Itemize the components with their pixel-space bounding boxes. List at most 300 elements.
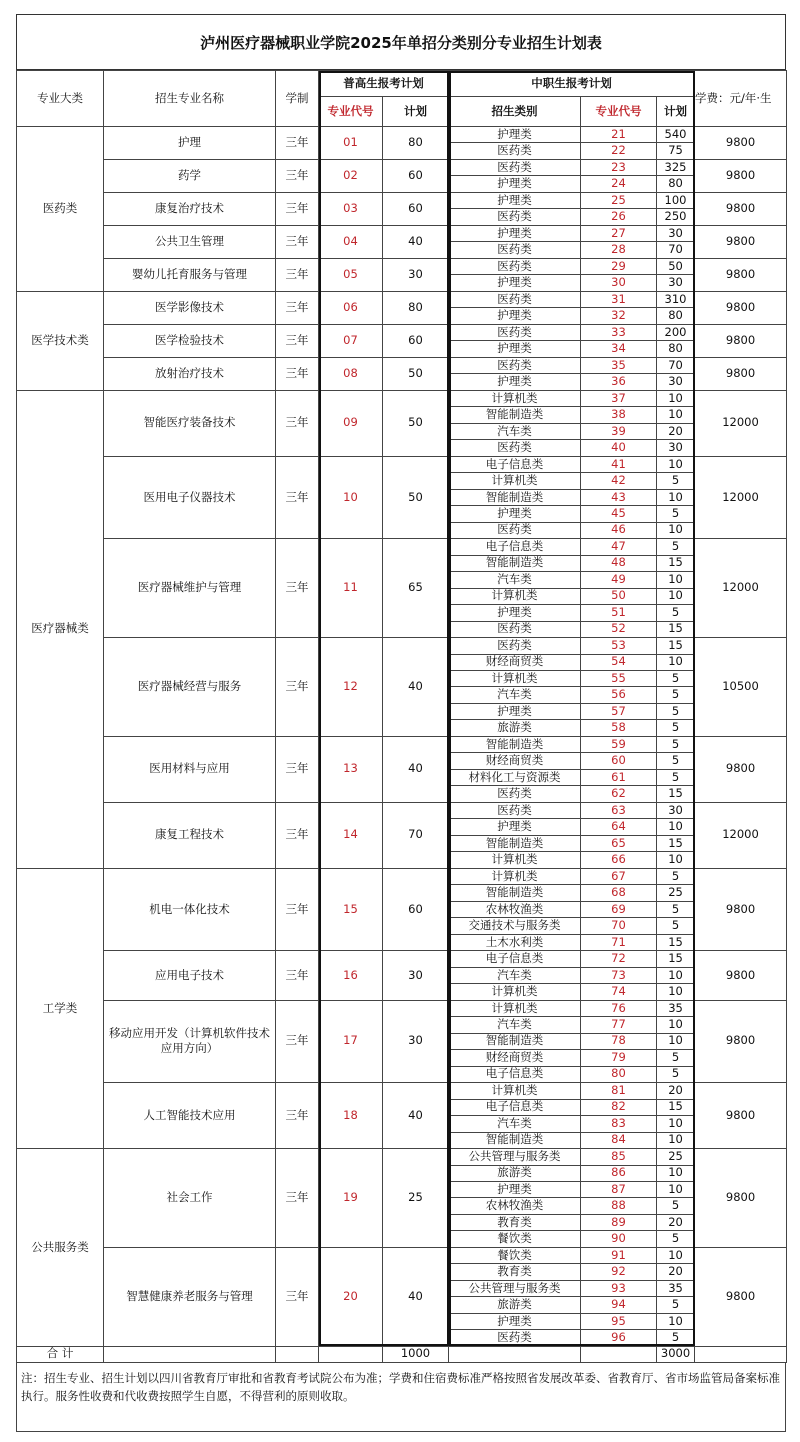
zz-plan-cell: 10 [657,1017,695,1033]
header-zhongzhi-group: 中职生报考计划 [449,71,695,97]
category-cell: 医药类 [17,127,104,292]
zz-type-cell: 护理类 [449,506,581,522]
gaokao-plan-cell: 30 [383,951,449,1000]
zz-type-cell: 餐饮类 [449,1231,581,1247]
gaokao-code-cell: 03 [319,192,383,225]
zz-type-cell: 财经商贸类 [449,753,581,769]
zz-plan-cell: 20 [657,1214,695,1230]
zz-code-cell: 94 [581,1297,657,1313]
zz-code-cell: 66 [581,852,657,868]
zz-code-cell: 88 [581,1198,657,1214]
duration-cell: 三年 [276,258,319,291]
major-name-cell: 药学 [104,159,276,192]
table-row [17,1083,787,1099]
zz-code-cell: 40 [581,440,657,456]
zz-code-cell: 77 [581,1017,657,1033]
zz-type-cell: 医药类 [449,786,581,802]
zz-plan-cell: 80 [657,308,695,324]
zz-code-cell: 23 [581,159,657,175]
zz-plan-cell: 20 [657,1083,695,1099]
zz-code-cell: 70 [581,918,657,934]
header-fee: 学费：元/年·生 [695,71,787,127]
zz-plan-cell: 5 [657,753,695,769]
fee-cell: 9800 [695,736,787,802]
zz-plan-cell: 10 [657,572,695,588]
zz-type-cell: 智能制造类 [449,885,581,901]
zz-type-cell: 智能制造类 [449,489,581,505]
gaokao-plan-cell: 50 [383,456,449,538]
zz-plan-cell: 200 [657,324,695,340]
zz-type-cell: 医药类 [449,143,581,159]
zz-type-cell: 护理类 [449,374,581,390]
zz-plan-cell: 10 [657,1116,695,1132]
zz-code-cell: 30 [581,275,657,291]
zz-plan-cell: 30 [657,275,695,291]
zz-plan-cell: 20 [657,423,695,439]
major-name-cell: 医学影像技术 [104,291,276,324]
zz-plan-cell: 10 [657,390,695,406]
fee-cell: 9800 [695,324,787,357]
zz-type-cell: 护理类 [449,341,581,357]
zz-code-cell: 22 [581,143,657,159]
zz-type-cell: 护理类 [449,176,581,192]
fee-cell: 9800 [695,225,787,258]
zz-code-cell: 86 [581,1165,657,1181]
zz-type-cell: 智能制造类 [449,736,581,752]
table-row [17,1149,787,1165]
duration-cell: 三年 [276,539,319,638]
zz-code-cell: 57 [581,703,657,719]
zz-code-cell: 59 [581,736,657,752]
zz-plan-cell: 325 [657,159,695,175]
zz-type-cell: 医药类 [449,242,581,258]
zz-type-cell: 计算机类 [449,670,581,686]
zz-type-cell: 医药类 [449,522,581,538]
zz-plan-cell: 5 [657,473,695,489]
zz-type-cell: 电子信息类 [449,951,581,967]
zz-code-cell: 62 [581,786,657,802]
zz-plan-cell: 15 [657,1099,695,1115]
zz-type-cell: 汽车类 [449,423,581,439]
table-row [17,127,787,143]
table-row [17,258,787,274]
gaokao-code-cell: 20 [319,1247,383,1346]
zz-plan-cell: 5 [657,1066,695,1082]
table-row [17,736,787,752]
gaokao-code-cell: 05 [319,258,383,291]
zz-type-cell: 医药类 [449,159,581,175]
zz-plan-cell: 15 [657,951,695,967]
zz-type-cell: 汽车类 [449,1116,581,1132]
gaokao-code-cell: 09 [319,390,383,456]
duration-cell: 三年 [276,1149,319,1248]
gaokao-code-cell: 11 [319,539,383,638]
zz-type-cell: 计算机类 [449,588,581,604]
zz-code-cell: 48 [581,555,657,571]
fee-cell: 9800 [695,951,787,1000]
table-row [17,192,787,208]
zz-plan-cell: 5 [657,720,695,736]
zz-plan-cell: 5 [657,1231,695,1247]
gaokao-code-cell: 02 [319,159,383,192]
zz-type-cell: 医药类 [449,802,581,818]
zz-plan-cell: 80 [657,176,695,192]
zz-code-cell: 96 [581,1330,657,1346]
gaokao-plan-cell: 30 [383,258,449,291]
major-name-cell: 放射治疗技术 [104,357,276,390]
table-row [17,868,787,884]
zz-plan-cell: 5 [657,605,695,621]
zz-type-cell: 农林牧渔类 [449,901,581,917]
zz-code-cell: 73 [581,967,657,983]
major-name-cell: 康复治疗技术 [104,192,276,225]
zz-code-cell: 29 [581,258,657,274]
gaokao-plan-cell: 60 [383,192,449,225]
zz-plan-cell: 10 [657,1247,695,1263]
gaokao-plan-cell: 40 [383,225,449,258]
zz-plan-cell: 540 [657,127,695,143]
zz-type-cell: 财经商贸类 [449,654,581,670]
gaokao-code-cell: 15 [319,868,383,950]
zz-code-cell: 55 [581,670,657,686]
zz-code-cell: 81 [581,1083,657,1099]
major-name-cell: 智慧健康养老服务与管理 [104,1247,276,1346]
header-zz-code: 专业代号 [581,97,657,127]
gaokao-code-cell: 01 [319,127,383,160]
zz-type-cell: 护理类 [449,703,581,719]
zz-plan-cell: 10 [657,1313,695,1329]
zz-code-cell: 90 [581,1231,657,1247]
total-label: 合 计 [17,1346,104,1362]
zz-plan-cell: 20 [657,1264,695,1280]
header-zz-plan: 计划 [657,97,695,127]
zz-plan-cell: 35 [657,1000,695,1016]
zz-type-cell: 旅游类 [449,720,581,736]
fee-cell: 12000 [695,539,787,638]
zz-code-cell: 42 [581,473,657,489]
gaokao-plan-cell: 50 [383,357,449,390]
zz-plan-cell: 10 [657,407,695,423]
zz-type-cell: 电子信息类 [449,539,581,555]
gaokao-plan-cell: 80 [383,127,449,160]
zz-code-cell: 52 [581,621,657,637]
zz-code-cell: 89 [581,1214,657,1230]
zz-code-cell: 27 [581,225,657,241]
table-row [17,802,787,818]
zz-code-cell: 72 [581,951,657,967]
header-major: 招生专业名称 [104,71,276,127]
zz-plan-cell: 10 [657,1033,695,1049]
zz-code-cell: 41 [581,456,657,472]
header-duration: 学制 [276,71,319,127]
zz-type-cell: 医药类 [449,440,581,456]
zz-type-cell: 计算机类 [449,1000,581,1016]
zz-plan-cell: 80 [657,341,695,357]
fee-cell: 9800 [695,127,787,160]
gaokao-code-cell: 19 [319,1149,383,1248]
zz-code-cell: 35 [581,357,657,373]
gaokao-code-cell: 04 [319,225,383,258]
table-row [17,1247,787,1263]
duration-cell: 三年 [276,1000,319,1082]
table-row [17,638,787,654]
zz-code-cell: 39 [581,423,657,439]
table-row [17,539,787,555]
zz-code-cell: 37 [581,390,657,406]
gaokao-plan-cell: 65 [383,539,449,638]
zz-plan-cell: 15 [657,934,695,950]
zz-type-cell: 医药类 [449,258,581,274]
major-name-cell: 医学检验技术 [104,324,276,357]
major-name-cell: 移动应用开发（计算机软件技术应用方向） [104,1000,276,1082]
zz-plan-cell: 5 [657,769,695,785]
zz-code-cell: 50 [581,588,657,604]
total-empty [104,1346,276,1362]
table-row [17,390,787,406]
zz-code-cell: 26 [581,209,657,225]
gaokao-plan-cell: 60 [383,159,449,192]
zz-code-cell: 36 [581,374,657,390]
major-name-cell: 机电一体化技术 [104,868,276,950]
zz-plan-cell: 5 [657,1198,695,1214]
zz-code-cell: 49 [581,572,657,588]
total-gaokao: 1000 [383,1346,449,1362]
table-row [17,159,787,175]
category-cell: 医疗器械类 [17,390,104,868]
zz-code-cell: 74 [581,984,657,1000]
duration-cell: 三年 [276,802,319,868]
fee-cell: 9800 [695,258,787,291]
zz-type-cell: 汽车类 [449,1017,581,1033]
zz-plan-cell: 5 [657,670,695,686]
zz-code-cell: 85 [581,1149,657,1165]
duration-cell: 三年 [276,192,319,225]
zz-plan-cell: 30 [657,374,695,390]
fee-cell: 9800 [695,357,787,390]
duration-cell: 三年 [276,225,319,258]
zz-type-cell: 护理类 [449,275,581,291]
zz-plan-cell: 70 [657,242,695,258]
zz-code-cell: 64 [581,819,657,835]
gaokao-code-cell: 14 [319,802,383,868]
duration-cell: 三年 [276,736,319,802]
gaokao-plan-cell: 60 [383,868,449,950]
zz-type-cell: 护理类 [449,1313,581,1329]
major-name-cell: 社会工作 [104,1149,276,1248]
zz-code-cell: 65 [581,835,657,851]
zz-type-cell: 计算机类 [449,473,581,489]
major-name-cell: 医用电子仪器技术 [104,456,276,538]
gaokao-code-cell: 08 [319,357,383,390]
zz-code-cell: 33 [581,324,657,340]
duration-cell: 三年 [276,357,319,390]
fee-cell: 9800 [695,1149,787,1248]
fee-cell: 9800 [695,291,787,324]
gaokao-plan-cell: 50 [383,390,449,456]
major-name-cell: 婴幼儿托育服务与管理 [104,258,276,291]
zz-code-cell: 25 [581,192,657,208]
zz-code-cell: 69 [581,901,657,917]
major-name-cell: 医疗器械维护与管理 [104,539,276,638]
duration-cell: 三年 [276,1083,319,1149]
zz-plan-cell: 5 [657,918,695,934]
zz-plan-cell: 5 [657,687,695,703]
zz-type-cell: 计算机类 [449,390,581,406]
gaokao-code-cell: 07 [319,324,383,357]
zz-code-cell: 78 [581,1033,657,1049]
zz-type-cell: 土木水利类 [449,934,581,950]
zz-plan-cell: 75 [657,143,695,159]
table-row [17,456,787,472]
duration-cell: 三年 [276,638,319,737]
fee-cell: 9800 [695,1083,787,1149]
zz-plan-cell: 100 [657,192,695,208]
total-empty [695,1346,787,1362]
zz-type-cell: 护理类 [449,127,581,143]
table-row [17,357,787,373]
zz-code-cell: 32 [581,308,657,324]
zz-type-cell: 智能制造类 [449,555,581,571]
zz-code-cell: 28 [581,242,657,258]
major-name-cell: 应用电子技术 [104,951,276,1000]
zz-code-cell: 87 [581,1182,657,1198]
zz-plan-cell: 10 [657,489,695,505]
zz-code-cell: 95 [581,1313,657,1329]
zz-type-cell: 护理类 [449,605,581,621]
zz-plan-cell: 5 [657,736,695,752]
zz-code-cell: 58 [581,720,657,736]
zz-code-cell: 80 [581,1066,657,1082]
fee-cell: 10500 [695,638,787,737]
zz-code-cell: 61 [581,769,657,785]
zz-code-cell: 24 [581,176,657,192]
zz-plan-cell: 15 [657,835,695,851]
zz-plan-cell: 250 [657,209,695,225]
zz-code-cell: 47 [581,539,657,555]
zz-plan-cell: 70 [657,357,695,373]
enrollment-plan-table [16,70,787,1363]
zz-type-cell: 电子信息类 [449,1066,581,1082]
gaokao-plan-cell: 40 [383,1247,449,1346]
fee-cell: 9800 [695,1247,787,1346]
zz-type-cell: 医药类 [449,209,581,225]
zz-plan-cell: 5 [657,506,695,522]
zz-type-cell: 旅游类 [449,1165,581,1181]
zz-code-cell: 21 [581,127,657,143]
header-gaokao-code: 专业代号 [319,97,383,127]
zz-type-cell: 计算机类 [449,1083,581,1099]
zz-type-cell: 汽车类 [449,967,581,983]
zz-plan-cell: 10 [657,654,695,670]
major-name-cell: 护理 [104,127,276,160]
zz-type-cell: 医药类 [449,291,581,307]
major-name-cell: 医用材料与应用 [104,736,276,802]
zz-type-cell: 护理类 [449,225,581,241]
zz-code-cell: 60 [581,753,657,769]
zz-type-cell: 公共管理与服务类 [449,1149,581,1165]
zz-type-cell: 智能制造类 [449,1132,581,1148]
zz-plan-cell: 5 [657,539,695,555]
zz-plan-cell: 5 [657,868,695,884]
gaokao-plan-cell: 60 [383,324,449,357]
duration-cell: 三年 [276,951,319,1000]
zz-plan-cell: 15 [657,638,695,654]
zz-code-cell: 63 [581,802,657,818]
gaokao-plan-cell: 25 [383,1149,449,1248]
zz-type-cell: 旅游类 [449,1297,581,1313]
zz-plan-cell: 30 [657,802,695,818]
gaokao-code-cell: 13 [319,736,383,802]
zz-code-cell: 45 [581,506,657,522]
zz-type-cell: 交通技术与服务类 [449,918,581,934]
zz-type-cell: 医药类 [449,621,581,637]
zz-type-cell: 智能制造类 [449,1033,581,1049]
zz-plan-cell: 30 [657,225,695,241]
total-empty [581,1346,657,1362]
zz-plan-cell: 10 [657,984,695,1000]
zz-type-cell: 计算机类 [449,852,581,868]
zz-code-cell: 92 [581,1264,657,1280]
zz-code-cell: 53 [581,638,657,654]
fee-cell: 9800 [695,192,787,225]
major-name-cell: 人工智能技术应用 [104,1083,276,1149]
total-empty [449,1346,581,1362]
zz-plan-cell: 15 [657,786,695,802]
zz-plan-cell: 5 [657,703,695,719]
zz-code-cell: 54 [581,654,657,670]
gaokao-code-cell: 12 [319,638,383,737]
duration-cell: 三年 [276,868,319,950]
gaokao-code-cell: 17 [319,1000,383,1082]
zz-plan-cell: 5 [657,901,695,917]
zz-plan-cell: 5 [657,1050,695,1066]
duration-cell: 三年 [276,291,319,324]
header-category: 专业大类 [17,71,104,127]
duration-cell: 三年 [276,1247,319,1346]
header-zz-type: 招生类别 [449,97,581,127]
zz-plan-cell: 15 [657,621,695,637]
zz-plan-cell: 25 [657,1149,695,1165]
zz-type-cell: 教育类 [449,1214,581,1230]
zz-type-cell: 公共管理与服务类 [449,1280,581,1296]
zz-code-cell: 34 [581,341,657,357]
gaokao-code-cell: 10 [319,456,383,538]
gaokao-code-cell: 18 [319,1083,383,1149]
zz-plan-cell: 10 [657,852,695,868]
zz-plan-cell: 5 [657,1330,695,1346]
zz-type-cell: 汽车类 [449,687,581,703]
zz-plan-cell: 35 [657,1280,695,1296]
zz-plan-cell: 10 [657,1132,695,1148]
zz-type-cell: 智能制造类 [449,835,581,851]
zz-code-cell: 83 [581,1116,657,1132]
zz-type-cell: 农林牧渔类 [449,1198,581,1214]
zz-type-cell: 计算机类 [449,984,581,1000]
zz-type-cell: 餐饮类 [449,1247,581,1263]
header-gaokao-group: 普高生报考计划 [319,71,449,97]
zz-type-cell: 医药类 [449,1330,581,1346]
zz-code-cell: 43 [581,489,657,505]
zz-code-cell: 79 [581,1050,657,1066]
major-name-cell: 智能医疗装备技术 [104,390,276,456]
total-empty [319,1346,383,1362]
major-name-cell: 医疗器械经营与服务 [104,638,276,737]
gaokao-plan-cell: 30 [383,1000,449,1082]
zz-type-cell: 医药类 [449,638,581,654]
category-cell: 公共服务类 [17,1149,104,1347]
zz-type-cell: 医药类 [449,357,581,373]
fee-cell: 12000 [695,390,787,456]
